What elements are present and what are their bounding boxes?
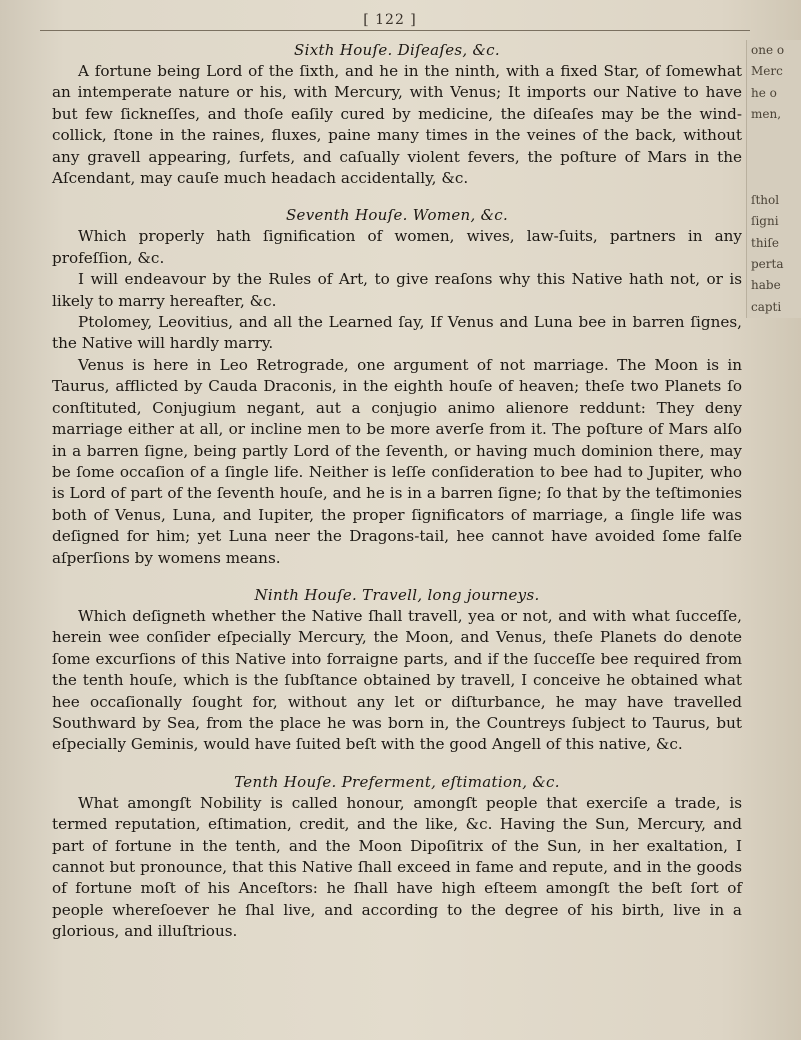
margin-fragment bbox=[751, 147, 801, 168]
section-heading: Sixth Houſe. Diſeaſes, &c. bbox=[294, 41, 500, 59]
section-heading: Ninth Houſe. Travell, long journeys. bbox=[254, 585, 540, 604]
margin-fragment: men, bbox=[751, 107, 782, 122]
section-ninth-house bbox=[52, 585, 742, 756]
paragraph: Venus is here in Leo Retrograde, one argument of not marriage. The Moon is in Taurus, afflicted by Cauda Draconis, in the eighth houſe of heaven; theſe two Planets ſo conſtituted, Conjugium negant, aut a conjugio animo alienore reddunt: They deny marriage either at all, or incline men to be more averſe from it. The poſture of Mars alſo in a barren ſigne, being partly Lord of the ſeventh, or having much dominion there, may be ſome occaſion of a ſingle life. Neither is leſſe conſideration to bee had to Jupiter, who is Lord of part of the ſeventh houſe, and he is in a barren ſigne; ſo that by the teſtimonies both of Venus, Luna, and Iupiter, the proper ſignificators of marriage, a ſingle life was deſigned for him; yet Luna neer the Dragons-tail, hee cannot have avoided ſome falſe aſperſions by womens means. bbox=[52, 355, 742, 567]
margin-fragment: ſigni bbox=[751, 214, 779, 229]
paragraph: Which deſigneth whether the Native ſhall travell, yea or not, and with what ſucceſſe, herein wee conſider eſpecially Mercury, the Moon, and Venus, theſe Planets do denote ſome excurſions of this Native into forraigne parts, and if the ſucceſſe bee required from the tenth houſe, which is the ſubſtance obtained by travell, I conceive he obtained what hee occaſionally ſought for, without any let or diſturbance, he may have travelled Southward by Sea, from the place he was born in, the Countreys ſubject to Taurus, but eſpecially Geminis, would have ſuited beſt with the good Angell of this native, &c. bbox=[52, 606, 742, 754]
paragraph: Ptolomey, Leovitius, and all the Learned ſay, If Venus and Luna bee in barren ſignes, the Native will hardly marry. bbox=[52, 313, 742, 353]
margin-fragment bbox=[751, 168, 801, 189]
margin-fragment bbox=[751, 126, 801, 147]
section-heading: Seventh Houſe. Women, &c. bbox=[285, 206, 509, 225]
section-seventh-house bbox=[52, 205, 742, 569]
facing-page-edge bbox=[746, 40, 801, 318]
paragraph: What amongſt Nobility is called honour, amongſt people that exerciſe a trade, is termed reputation, eſtimation, credit, and the like, &c. Having the Sun, Mercury, and part of fortune in the tenth, and the Moon Dipoſitrix of the Sun, in her exaltation, I cannot but pronounce, that this Native ſhall exceed in fame and repute, and in the goods of fortune moſt of his Anceſtors: he ſhall have high eſteem amongſt the beſt ſort of people whereſoever he ſhal live, and according to the degree of his birth, live in a glorious, and illuſtrious. bbox=[52, 793, 742, 941]
section-sixth-house bbox=[52, 40, 742, 189]
paragraph: Which properly hath ſignification of women, wives, law-ſuits, partners in any profeſſion, &c. bbox=[52, 227, 742, 267]
section-tenth-house bbox=[52, 772, 742, 943]
margin-fragment: one o bbox=[751, 43, 785, 57]
margin-fragment: he o bbox=[751, 85, 777, 100]
margin-fragment: ſthol bbox=[751, 192, 780, 207]
margin-fragment: capti bbox=[751, 299, 782, 314]
page-body bbox=[52, 36, 742, 943]
page-folio: [ 122 ] bbox=[363, 12, 417, 28]
paragraph: A fortune being Lord of the ſixth, and he in the ninth, with a fixed Star, of ſomewhat an intemperate nature or his, with Mercury, with Venus; It imports our Native to have but few ſickneſſes, and thoſe eaſily cured by medicine, the diſeaſes may be the wind-collick, ſtone in the raines, fluxes, paine many times in the veines of the back, without any gravell appearing, ſurfets, and caſually violent fevers, the poſture of Mars in the Aſcendant, may cauſe much headach accidentally, &c. bbox=[52, 62, 742, 188]
margin-fragment: perta bbox=[751, 257, 784, 272]
margin-fragment: thiſe bbox=[751, 235, 779, 250]
header-rule bbox=[40, 30, 750, 31]
paragraph: I will endeavour by the Rules of Art, to give reaſons why this Native hath not, or is likely to marry hereafter, &c. bbox=[52, 270, 742, 310]
section-heading: Tenth Houſe. Preferment, eſtimation, &c. bbox=[234, 772, 560, 791]
margin-fragment: Merc bbox=[751, 64, 783, 79]
margin-fragment: habe bbox=[751, 278, 781, 293]
